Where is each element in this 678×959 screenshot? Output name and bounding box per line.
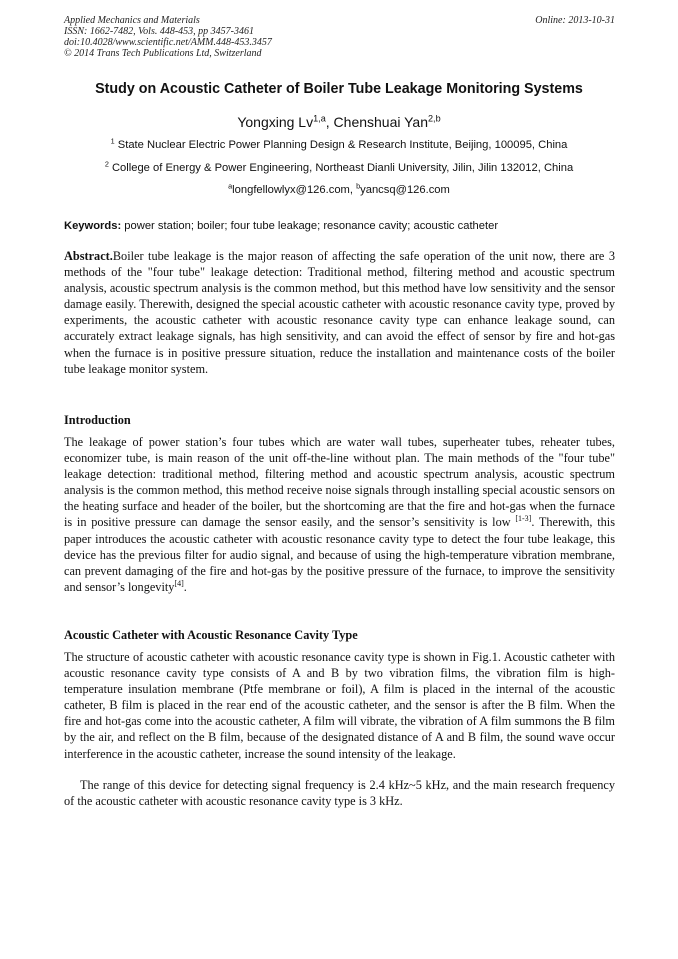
author-name: Chenshuai Yan <box>333 114 428 130</box>
journal-header <box>64 15 615 59</box>
author-name: Yongxing Lv <box>237 114 314 130</box>
citation[interactable]: [1-3] <box>515 514 532 524</box>
email-link[interactable]: longfellowlyx@126.com, <box>232 184 357 196</box>
keywords-label: Keywords: <box>64 220 122 232</box>
email-marker: b <box>356 181 361 191</box>
email-marker: a <box>228 181 233 191</box>
paragraph-text: . <box>183 579 187 594</box>
online-date: Online: 2013-10-31 <box>535 15 615 26</box>
author-separator: , <box>325 114 334 130</box>
abstract <box>64 248 615 377</box>
doi-line: doi:10.4028/www.scientific.net/AMM.448-453.3457 <box>64 37 272 48</box>
paragraph-text: . Therewith, this paper introduces the acoustic catheter with acoustic resonance cavity type to detect the four tube leakage, this device has the previous filter for audio signal, and because of using the high-temperature vibration membrane, can prevent damaging of the fire and hot-gas by the positive pressure of the furnace, to improve the sensitivity and sensor’s longevity <box>64 515 615 594</box>
author-line <box>40 113 638 131</box>
affiliation-1 <box>30 138 648 152</box>
keywords <box>64 219 615 233</box>
keywords-text: power station; boiler; four tube leakage; resonance cavity; acoustic catheter <box>121 220 499 232</box>
email-line <box>40 183 638 197</box>
journal-name: Applied Mechanics and Materials <box>64 15 200 26</box>
citation[interactable]: [4] <box>174 578 184 588</box>
introduction-paragraph <box>64 434 615 595</box>
affiliation-text: State Nuclear Electric Power Planning Design & Research Institute, Beijing, 100095, China <box>117 139 568 151</box>
section-heading-acoustic-catheter: Acoustic Catheter with Acoustic Resonance Cavity Type <box>64 628 358 642</box>
copyright-line: © 2014 Trans Tech Publications Ltd, Switzerland <box>64 48 262 59</box>
paragraph-text: The leakage of power station’s four tubes which are water wall tubes, superheater tubes, reheater tubes, economizer tube, is main reason of the unit off-the-line without plan. The main methods of the "four tube" leakage detection: traditional method, filtering method and acoustic spectrum analysis, acoustic spectrum analysis is the common method, this method receive noise signals through installing special acoustic sensors on the heating surface and header of the boiler, but the shortcoming are that the fire and hot-gas when the furnace is in positive pressure can damage the sensor easily, and the sensor’s sensitivity is low <box>64 435 615 530</box>
author-affil-marker: 2,b <box>428 113 441 124</box>
abstract-text: Boiler tube leakage is the major reason of affecting the safe operation of the unit now, there are 3 methods of the "four tube" leakage detection: Traditional method, filtering method and acoustic spectrum analysis, acoustic spectrum analysis is the common method, but this method have low sensitivity and the sensor damage easily. Therewith, designed the special acoustic catheter with acoustic resonance cavity type, proved by experiments, the acoustic catheter with acoustic resonance cavity type can enhance leakage sound, can accurately extract leakage signals, has high sensitivity, and can avoid the effect of sensor by fire and hot-gas when the furnace is in positive pressure situation, reduce the installation and maintenance costs of the boiler tube leakage monitor system. <box>64 249 615 376</box>
issn-line: ISSN: 1662-7482, Vols. 448-453, pp 3457-3461 <box>64 26 254 37</box>
affiliation-2 <box>30 161 648 175</box>
paper-title: Study on Acoustic Catheter of Boiler Tube Leakage Monitoring Systems <box>95 81 583 97</box>
author-affil-marker: 1,a <box>313 113 326 124</box>
affiliation-marker: 1 <box>110 136 115 146</box>
affiliation-text: College of Energy & Power Engineering, Northeast Dianli University, Jilin, Jilin 132012, China <box>111 162 574 174</box>
email-link[interactable]: yancsq@126.com <box>360 184 450 196</box>
section2-paragraph-1: The structure of acoustic catheter with acoustic resonance cavity type is shown in Fig.1. Acoustic catheter with acoustic resonance cavity type consists of A and B by two vibration films, the vibration film is high-temperature insulation membrane (Ptfe membrane or foil), A film is placed in the internal of the acoustic catheter, B film is placed in the rear end of the acoustic catheter, and the sensor is after the B film. When the fire and hot-gas come into the acoustic catheter, A film will vibrate, the vibration of A film summons the B film by the air, and reflect on the B film, because of the designated distance of A and B film, the sound wave occur interference in the acoustic catheter, increase the sound intensity of the leakage. <box>64 650 615 761</box>
section-heading-introduction: Introduction <box>64 413 131 427</box>
affiliation-marker: 2 <box>104 159 109 169</box>
section2-paragraph-2: The range of this device for detecting signal frequency is 2.4 kHz~5 kHz, and the main research frequency of the acoustic catheter with acoustic resonance cavity type is 3 kHz. <box>64 778 615 809</box>
abstract-label: Abstract. <box>64 249 113 263</box>
